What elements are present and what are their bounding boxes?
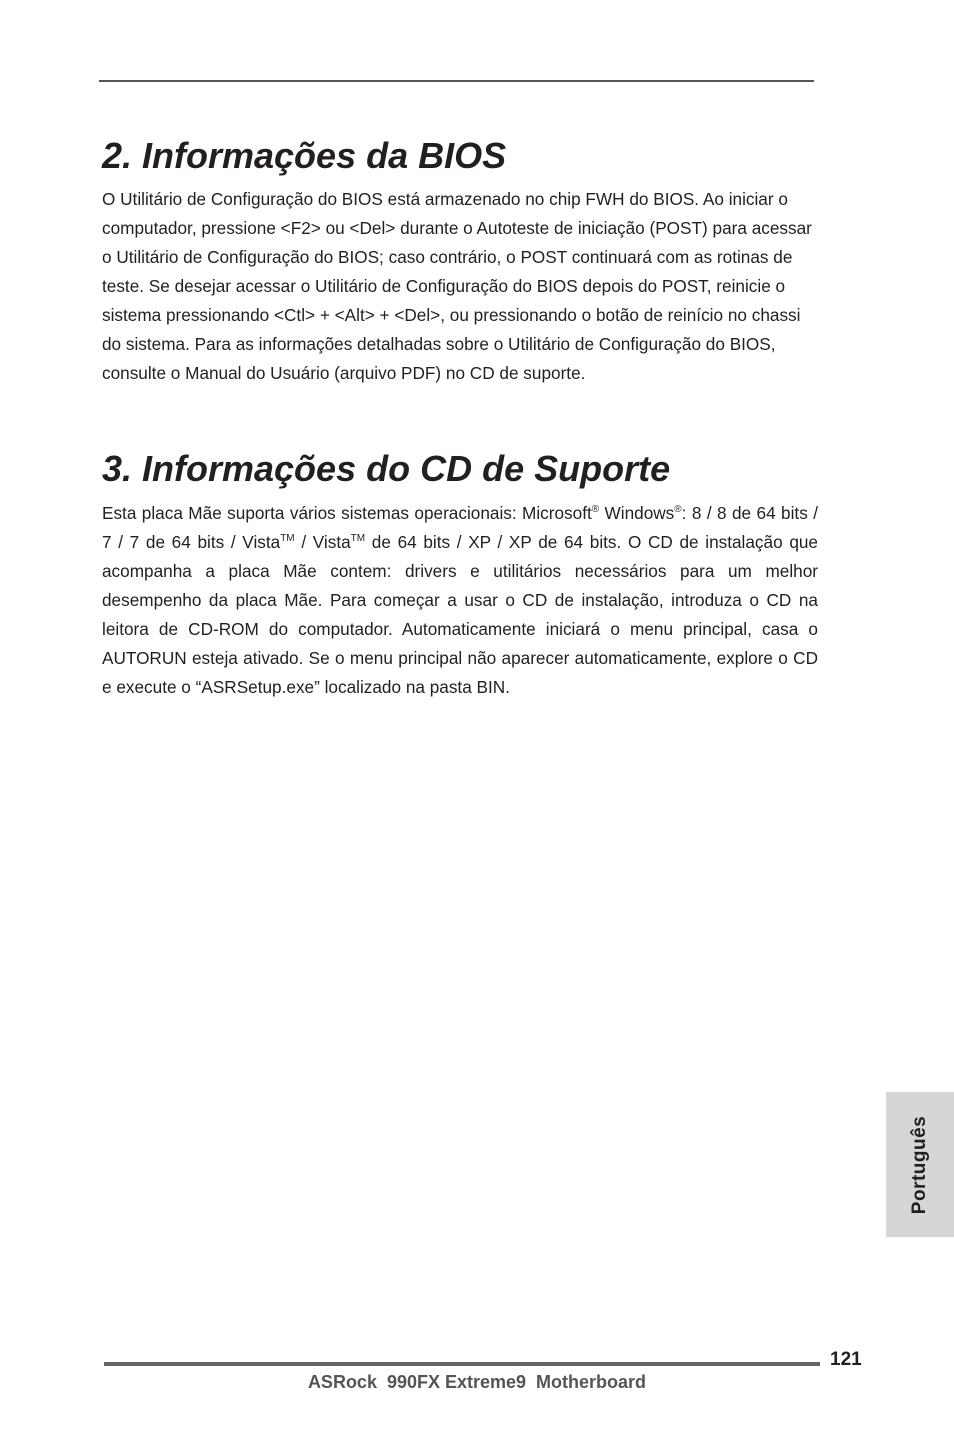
language-tab-label: Português [909,1115,930,1214]
trademark-mark: TM [280,533,295,544]
page-number: 121 [830,1349,862,1370]
bottom-divider [104,1362,820,1366]
cd-text-part-4: / Vista [294,532,351,552]
footer-title: ASRock 990FX Extreme9 Motherboard [307,1372,647,1392]
cd-text-part-1: Esta placa Mãe suporta vários sistemas operacionais: Microsoft [102,503,592,523]
registered-mark: ® [674,504,682,515]
registered-mark: ® [591,504,600,515]
section-heading-support-cd: 3. Informações do CD de Suporte [102,448,671,489]
language-side-tab [886,1092,954,1237]
top-divider [99,80,814,82]
paragraph-support-cd [102,499,818,702]
paragraph-bios: O Utilitário de Configuração do BIOS está armazenado no chip FWH do BIOS. Ao iniciar o computador, pressione <F2> ou <Del> durante o Autoteste de iniciação (POST) para acessar o Utilitário de Configuração do BIOS; caso contrário, o POST continuará com as rotinas de teste. Se desejar acessar o Utilitário de Configuração do BIOS depois do POST, reinicie o sistema pressionando <Ctl> + <Alt> + <Del>, ou pressionando o botão de reinício no chassi do sistema. Para as informações detalhadas sobre o Utilitário de Configuração do BIOS, consulte o Manual do Usuário (arquivo PDF) no CD de suporte. [102,189,812,383]
trademark-mark: TM [350,533,366,544]
cd-text-part-2: Windows [599,503,675,523]
cd-text-part-5: de 64 bits / XP / XP de 64 bits. O CD de instalação que acompanha a placa Mãe contem: drivers e utilitários necessários para um melhor desempenho da placa Mãe. Para começar a usar o CD de instalação, introduza o CD na leitora de CD-ROM do computador. Automaticamente iniciará o menu principal, casa o AUTORUN esteja ativado. Se o menu principal não aparecer automaticamente, explore o CD e execute o “ASRSetup.exe” localizado na pasta BIN. [102,532,818,697]
cd-text-part-3: : 8 / 8 de 64 bits / 7 / 7 de 64 bits / Vista [102,503,818,552]
section-heading-bios: 2. Informações da BIOS [102,135,507,176]
